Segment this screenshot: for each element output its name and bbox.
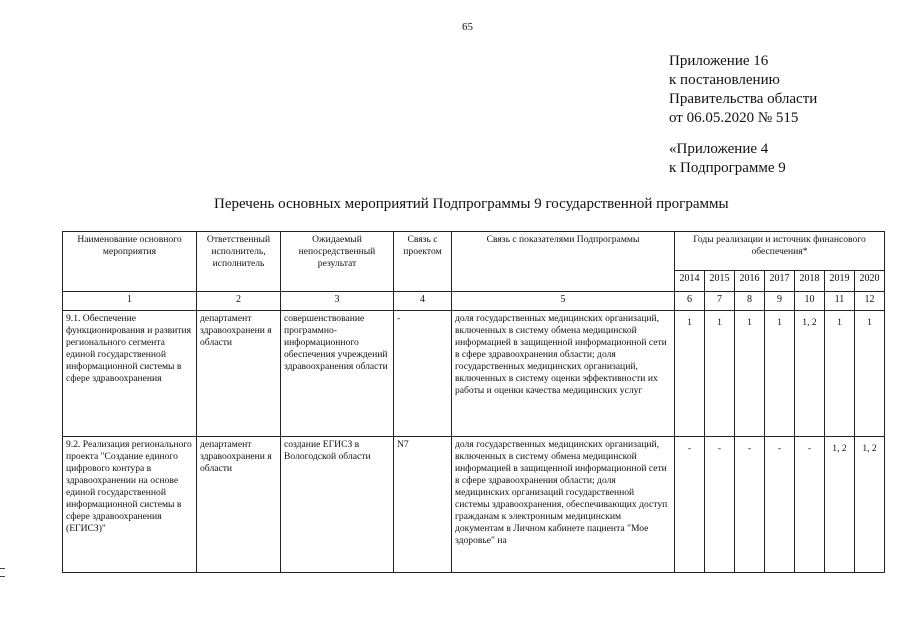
- column-number: 10: [795, 292, 825, 311]
- cell-indicators: доля государственных медицинских организаций, включенных в систему обмена медицинской информацией в защищенной информационной сети в сфере здравоохранения области; доля государственных медицинских организаций, включенных в систему оценки эффективности их работы и оценки качества медицинских услуг: [452, 311, 675, 437]
- cell-result: совершенствование программно-информационного обеспечения учреждений здравоохранения области: [281, 311, 394, 437]
- column-number: 2: [197, 292, 281, 311]
- cell-year: -: [765, 437, 795, 573]
- column-number: 5: [452, 292, 675, 311]
- column-number: 9: [765, 292, 795, 311]
- header-year: 2014: [675, 271, 705, 292]
- column-number: 6: [675, 292, 705, 311]
- cell-year: -: [735, 437, 765, 573]
- cell-year: -: [795, 437, 825, 573]
- cell-year: 1: [705, 311, 735, 437]
- appendix-sub-line: «Приложение 4: [669, 141, 769, 157]
- page-number: 65: [462, 21, 473, 33]
- cell-year: 1: [825, 311, 855, 437]
- scan-edge-mark: [0, 576, 5, 577]
- cell-name: 9.1. Обеспечение функционирования и развития регионального сегмента единой государственной информационной системы в сфере здравоохранения: [63, 311, 197, 437]
- column-number: 7: [705, 292, 735, 311]
- cell-year: 1: [765, 311, 795, 437]
- header-year: 2017: [765, 271, 795, 292]
- table-row: [63, 437, 885, 573]
- cell-project: -: [394, 311, 452, 437]
- appendix-line: к постановлению: [669, 72, 780, 88]
- cell-indicators: доля государственных медицинских организаций, включенных в систему обмена медицинской информацией в защищенной информационной сети в сфере здравоохранения области; доля медицинских организаций государственной системы здравоохранения, обеспечивающих доступ гражданам к электронным медицинским документам в Личном кабинете пациента "Мое здоровье" на: [452, 437, 675, 573]
- cell-year: 1: [855, 311, 885, 437]
- header-indicators: Связь с показателями Подпрограммы: [452, 232, 675, 292]
- cell-year: 1, 2: [855, 437, 885, 573]
- cell-year: 1, 2: [825, 437, 855, 573]
- header-years-group: Годы реализации и источник финансового обеспечения*: [675, 232, 885, 271]
- appendix-block: [669, 52, 817, 178]
- measures-table: [62, 231, 885, 573]
- header-year: 2020: [855, 271, 885, 292]
- column-number: 4: [394, 292, 452, 311]
- cell-name: 9.2. Реализация регионального проекта "Создание единого цифрового контура в здравоохранении на основе единой государственной информационной системы в сфере здравоохранения (ЕГИСЗ)": [63, 437, 197, 573]
- scan-edge-mark: [0, 568, 5, 569]
- table-row: [63, 311, 885, 437]
- column-number: 1: [63, 292, 197, 311]
- column-number: 12: [855, 292, 885, 311]
- cell-year: -: [675, 437, 705, 573]
- column-number: 8: [735, 292, 765, 311]
- document-title: Перечень основных мероприятий Подпрограммы 9 государственной программы: [214, 196, 729, 212]
- cell-project: N7: [394, 437, 452, 573]
- column-number-row: [63, 292, 885, 311]
- header-year: 2016: [735, 271, 765, 292]
- cell-result: создание ЕГИСЗ в Вологодской области: [281, 437, 394, 573]
- header-executor: Ответственный исполнитель, исполнитель: [197, 232, 281, 292]
- column-number: 11: [825, 292, 855, 311]
- appendix-line: Приложение 16: [669, 53, 769, 69]
- cell-year: 1: [675, 311, 705, 437]
- appendix-sub-line: к Подпрограмме 9: [669, 160, 786, 176]
- header-year: 2019: [825, 271, 855, 292]
- appendix-line: Правительства области: [669, 91, 818, 107]
- cell-year: -: [705, 437, 735, 573]
- appendix-line: от 06.05.2020 № 515: [669, 110, 799, 126]
- header-year: 2018: [795, 271, 825, 292]
- header-name: Наименование основного мероприятия: [63, 232, 197, 292]
- cell-executor: департамент здравоохранени я области: [197, 311, 281, 437]
- header-project: Связь с проектом: [394, 232, 452, 292]
- header-year: 2015: [705, 271, 735, 292]
- cell-year: 1: [735, 311, 765, 437]
- header-result: Ожидаемый непосредственный результат: [281, 232, 394, 292]
- column-number: 3: [281, 292, 394, 311]
- cell-executor: департамент здравоохранени я области: [197, 437, 281, 573]
- cell-year: 1, 2: [795, 311, 825, 437]
